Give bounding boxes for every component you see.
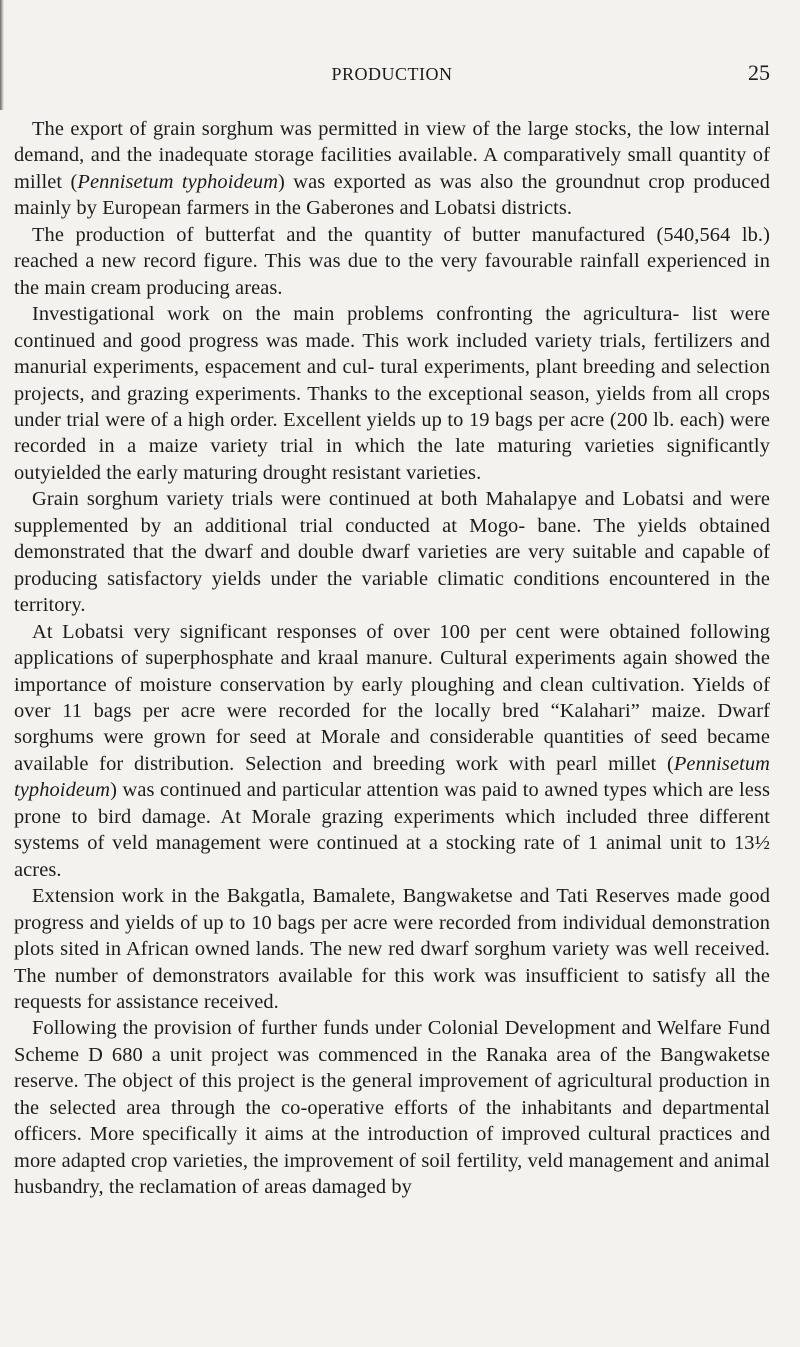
body-paragraph [14, 301, 770, 486]
paragraph-text: ) was continued and particular attention was paid to awned types which are less prone to bird damage. At Morale grazing experiments which included three different systems of veld management were continued at a stocking rate of 1 animal unit to 13½ acres. [14, 779, 770, 881]
document-page [14, 0, 770, 1201]
paragraph-text: The production of butterfat and the quantity of butter manufactured (540,564 lb.) reached a new record figure. This was due to the very favourable rainfall experienced in the main cream producing areas. [14, 223, 770, 299]
page-edge-shadow [0, 0, 4, 110]
body-paragraph [14, 619, 770, 884]
paragraph-text: At Lobatsi very significant responses of over 100 per cent were obtained following applications of superphosphate and kraal manure. Cultural experiments again showed the importance of moisture conservation by early ploughing and clean cultivation. Yields of over 11 bags per acre were recorded for the locally bred “Kalahari” maize. Dwarf sorghums were grown for seed at Morale and considerable quantities of seed became available for distribution. Selection and breeding work with pearl millet ( [14, 620, 770, 775]
italic-species-name: Pennisetum typhoideum [14, 752, 770, 802]
paragraph-text: ) was exported as was also the groundnut crop produced mainly by European farmers in the Gaberones and Lobatsi districts. [14, 170, 770, 220]
body-paragraph [14, 486, 770, 618]
paragraph-text: Extension work in the Bakgatla, Bamalete, Bangwaketse and Tati Reserves made good progress and yields of up to 10 bags per acre were recorded from individual demonstration plots sited in African owned lands. The new red dwarf sorghum variety was well received. The number of demonstrators available for this work was insufficient to satisfy all the requests for assistance received. [14, 885, 770, 1013]
page-number: 25 [748, 60, 770, 85]
paragraph-text: Grain sorghum variety trials were continued at both Mahalapye and Lobatsi and were supplemented by an additional trial conducted at Mogo- bane. The yields obtained demonstrated that the dwarf and double dwarf varieties are very suitable and capable of producing satisfactory yields under the variable climatic conditions encountered in the territory. [14, 488, 770, 617]
italic-species-name: Pennisetum typhoideum [77, 170, 279, 193]
body-paragraph [14, 222, 770, 301]
paragraph-text: The export of grain sorghum was permitted in view of the large stocks, the low internal demand, and the inadequate storage facilities available. A comparatively small quantity of millet ( [14, 118, 770, 193]
running-head-title: PRODUCTION [331, 64, 453, 84]
body-paragraph [14, 1015, 770, 1200]
body-paragraph [14, 116, 770, 222]
body-text [14, 116, 770, 1201]
paragraph-text: Following the provision of further funds under Colonial Development and Welfare Fund Scheme D 680 a unit project was commenced in the Ranaka area of the Bangwaketse reserve. The object of this project is the general improvement of agricultural production in the selected area through the co-operative efforts of the inhabitants and departmental officers. More specifically it aims at the introduction of improved cultural practices and more adapted crop varieties, the improvement of soil fertility, veld management and animal husbandry, the reclamation of areas damaged by [14, 1017, 770, 1199]
running-head [14, 0, 770, 92]
paragraph-text: Investigational work on the main problems confronting the agricultura- list were continued and good progress was made. This work included variety trials, fertilizers and manurial experiments, espacement and cul- tural experiments, plant breeding and selection projects, and grazing experiments. Thanks to the exceptional season, yields from all crops under trial were of a high order. Excellent yields up to 19 bags per acre (200 lb. each) were recorded in a maize variety trial in which the late maturing varieties significantly outyielded the early maturing drought resistant varieties. [14, 303, 770, 484]
body-paragraph [14, 883, 770, 1015]
